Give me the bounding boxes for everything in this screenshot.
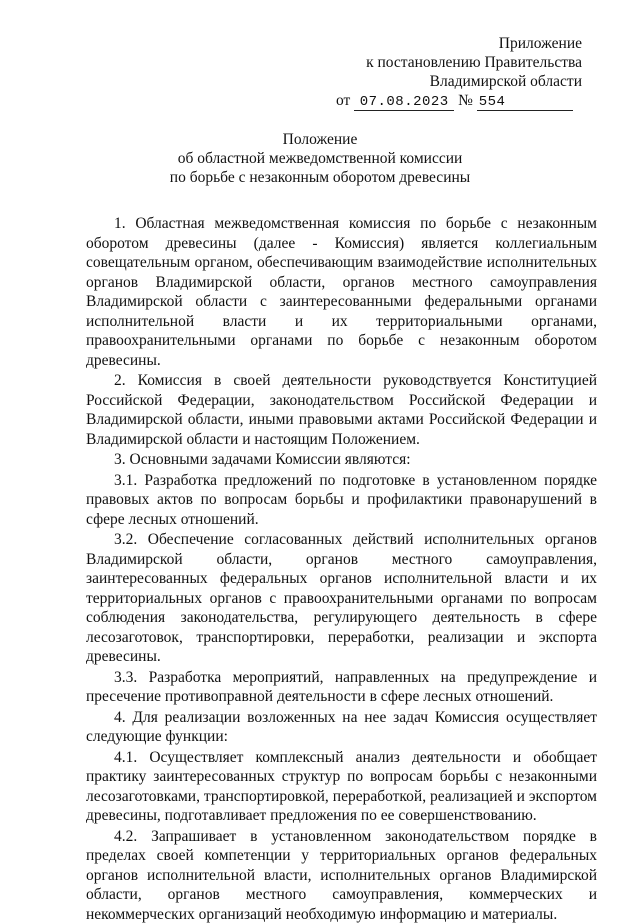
title-line-3: по борьбе с незаконным оборотом древесины xyxy=(0,168,640,187)
paragraph-1: 1. Областная межведомственная комиссия по борьбе с незаконным оборотом древесины (далее - Комиссия) является коллегиальным совещательным органом, обеспечивающим взаимодействие исполнительных органов Владимирской области, органов местного самоуправления Владимирской области с заинтересованными федеральными органами исполнительной власти и их территориальными органами, правоохранительными органами по борьбе с незаконным оборотом древесины. xyxy=(86,214,597,370)
annex-reference: к постановлению Правительства xyxy=(322,53,582,72)
decree-number: 554 xyxy=(477,94,573,111)
paragraph-4: 4. Для реализации возложенных на нее задач Комиссия осуществляет следующие функции: xyxy=(86,708,597,747)
paragraph-3-3: 3.3. Разработка мероприятий, направленных на предупреждение и пресечение противоправной деятельности в сфере лесных отношений. xyxy=(86,668,597,707)
title-line-2: об областной межведомственной комиссии xyxy=(0,149,640,168)
from-label: от xyxy=(336,92,350,109)
paragraph-4-1: 4.1. Осуществляет комплексный анализ деятельности и обобщает практику заинтересованных структур по вопросам борьбы с незаконными лесозаготовками, транспортировкой, переработкой, реализацией и экспортом древесины, подготавливает предложения по ее совершенствованию. xyxy=(86,748,597,826)
decree-date: 07.08.2023 xyxy=(354,94,454,111)
title-line-1: Положение xyxy=(0,130,640,149)
number-label: № xyxy=(458,92,473,109)
document-title xyxy=(0,130,640,187)
paragraph-3-2: 3.2. Обеспечение согласованных действий исполнительных органов Владимирской области, органов местного самоуправления, заинтересованных федеральных органов исполнительной власти и их территориальных органов с правоохранительными органами по вопросам соблюдения законодательства, регулирующего деятельность в сфере лесозаготовок, транспортировки, переработки, реализации и экспорта древесины. xyxy=(86,530,597,667)
annex-region: Владимирской области xyxy=(322,72,582,91)
date-number-line xyxy=(336,91,594,111)
document-body xyxy=(86,214,597,924)
paragraph-4-2: 4.2. Запрашивает в установленном законодательством порядке в пределах своей компетенции у территориальных органов федеральных органов исполнительной власти, исполнительных органов Владимирской области, органов местного самоуправления, коммерческих и некоммерческих организаций необходимую информацию и материалы. xyxy=(86,827,597,924)
annex-title: Приложение xyxy=(322,34,582,53)
paragraph-2: 2. Комиссия в своей деятельности руководствуется Конституцией Российской Федерации, законодательством Российской Федерации и Владимирской области, иными правовыми актами Российской Федерации и Владимирской области и настоящим Положением. xyxy=(86,371,597,449)
annex-header xyxy=(322,34,582,91)
paragraph-3-1: 3.1. Разработка предложений по подготовке в установленном порядке правовых актов по вопросам борьбы и профилактики правонарушений в сфере лесных отношений. xyxy=(86,471,597,530)
paragraph-3: 3. Основными задачами Комиссии являются: xyxy=(86,450,597,470)
